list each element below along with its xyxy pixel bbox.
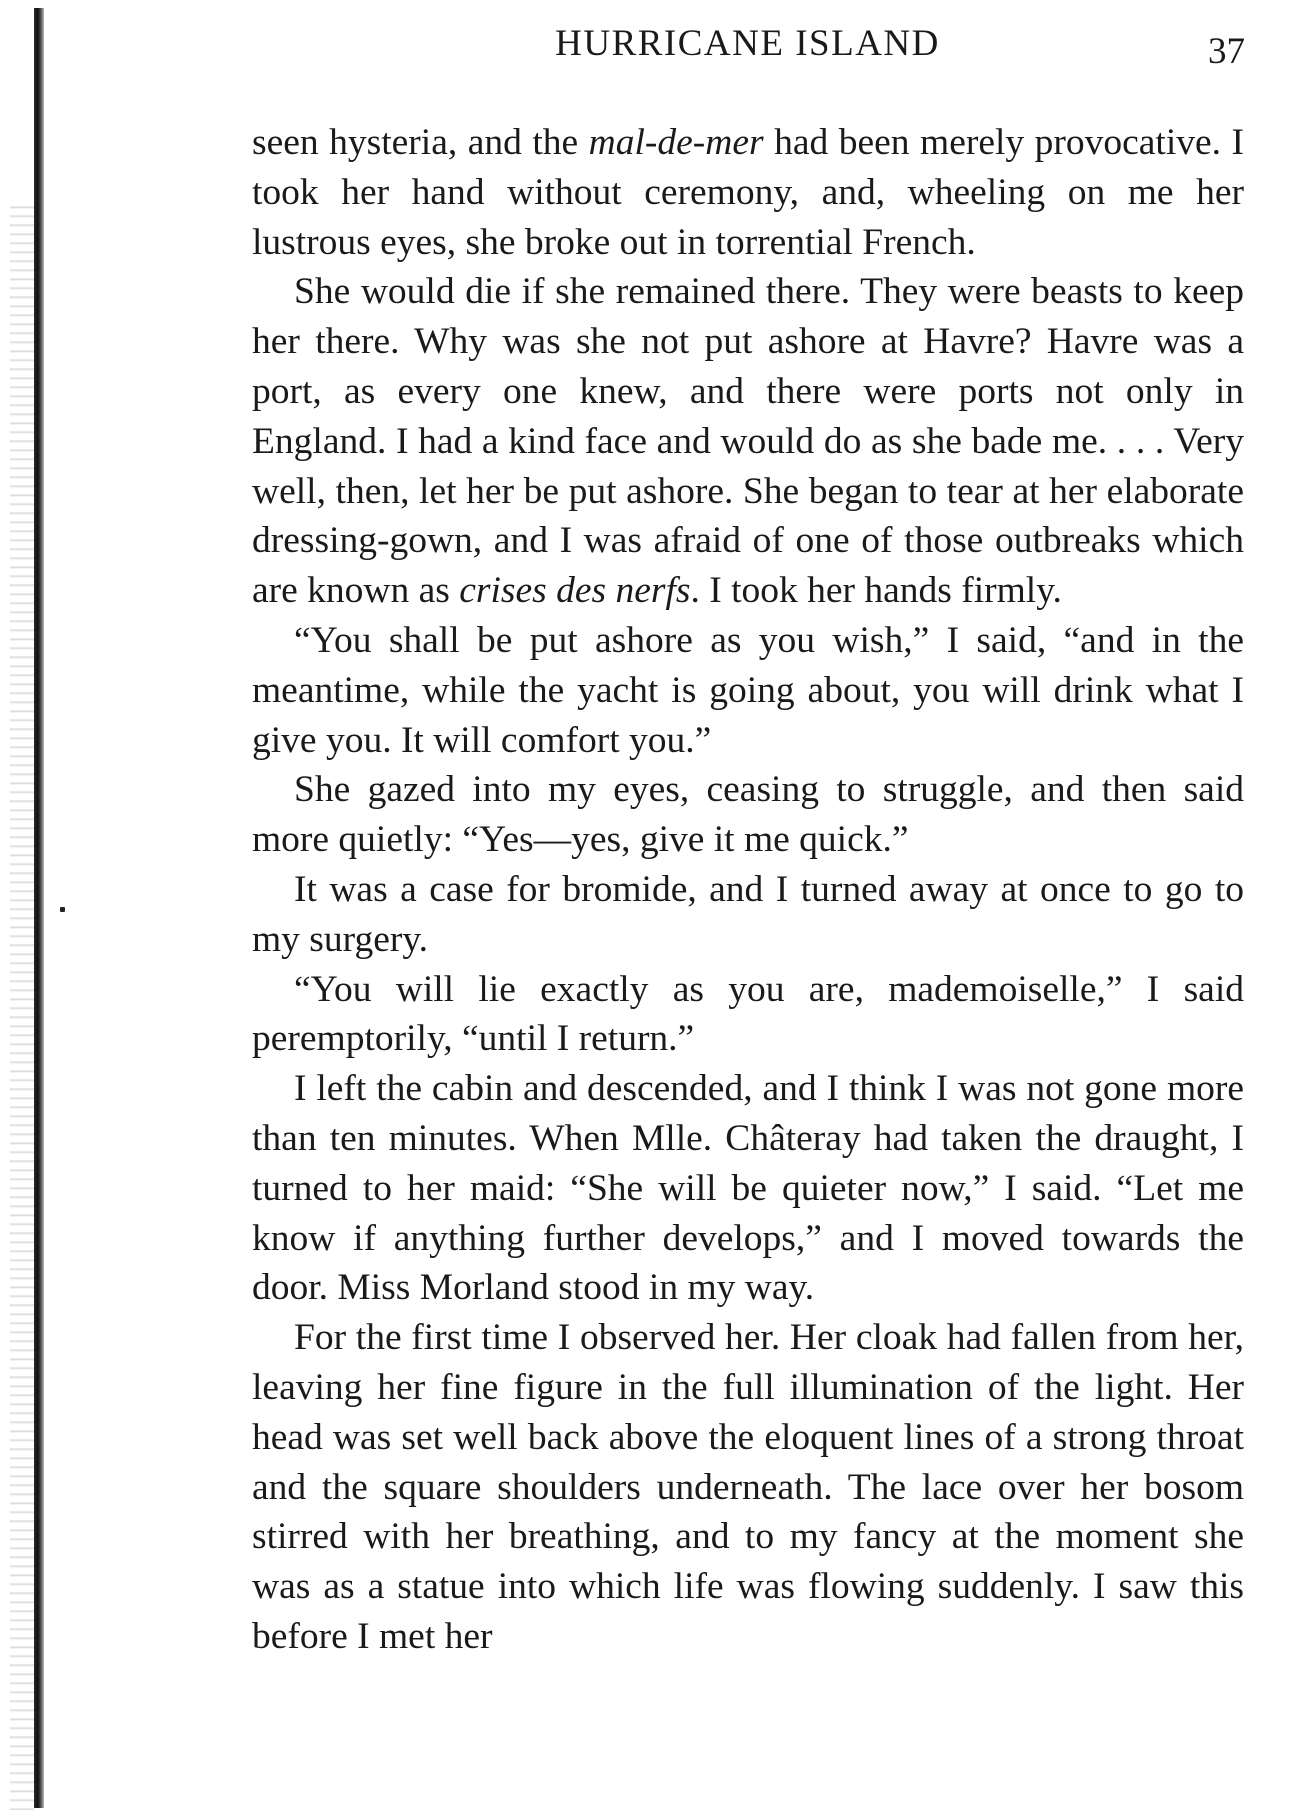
paragraph-5: [252, 865, 1244, 965]
running-head: [250, 22, 1245, 72]
paragraph-1: [252, 118, 1244, 267]
italic-phrase: mal-de-mer: [588, 122, 764, 163]
paragraph-7: [252, 1064, 1244, 1313]
paragraph-6: [252, 965, 1244, 1065]
paragraph-3: [252, 616, 1244, 765]
text-segment: . I took her hands firmly.: [690, 570, 1062, 612]
text-segment: “You will lie exactly as you are, mademoiselle,” I said peremptorily, “until I return.”: [252, 968, 1244, 1060]
text-segment: For the first time I observed her. Her cloak had fallen from her, leaving her fine figure in the full illumination of the light. Her head was set well back above the eloquent lines of a strong throat and the square shoulders underneath. The lace over her bosom stirred with her breathing, and to my fancy at the moment she was as a statue into which life was flowing suddenly. I saw this before I met her: [252, 1317, 1244, 1657]
text-segment: It was a case for bromide, and I turned away at once to go to my surgery.: [252, 868, 1244, 960]
page-number: 37: [1208, 31, 1245, 72]
text-segment: She gazed into my eyes, ceasing to struggle, and then said more quietly: “Yes—yes, give it me quick.”: [252, 769, 1244, 861]
running-title: HURRICANE ISLAND: [555, 23, 940, 64]
text-segment: seen hysteria, and the: [252, 122, 589, 163]
paragraph-2: [252, 267, 1244, 616]
text-segment: “You shall be put ashore as you wish,” I said, “and in the meantime, while the yacht is going about, you will drink what I give you. It will comfort you.”: [252, 619, 1244, 761]
book-binding-edge: [34, 8, 44, 1808]
text-segment: She would die if she remained there. They were beasts to keep her there. Why was she not put ashore at Havre? Havre was a port, as every one knew, and there were ports not only in England. I had a kind face and would do as she bade me. . . . Very well, then, let her be put ashore. She began to tear at her elaborate dressing-gown, and I was afraid of one of those outbreaks which are known as: [252, 271, 1244, 612]
body-text: [252, 118, 1244, 1662]
binding-shadow: [10, 200, 34, 1810]
stray-ink-mark: [60, 907, 65, 912]
paragraph-8: [252, 1313, 1244, 1662]
italic-phrase: crises des nerfs: [459, 570, 691, 612]
text-segment: I left the cabin and descended, and I think I was not gone more than ten minutes. When Mlle. Châteray had taken the draught, I turned to her maid: “She will be quieter now,” I said. “Let me know if anything further develops,” and I moved towards the door. Miss Morland stood in my way.: [252, 1068, 1244, 1309]
paragraph-4: [252, 765, 1244, 865]
text-segment: had been merely provocative. I took her hand without ceremony, and, wheeling on me her lustrous eyes, she broke out in torrential French.: [252, 122, 1245, 263]
